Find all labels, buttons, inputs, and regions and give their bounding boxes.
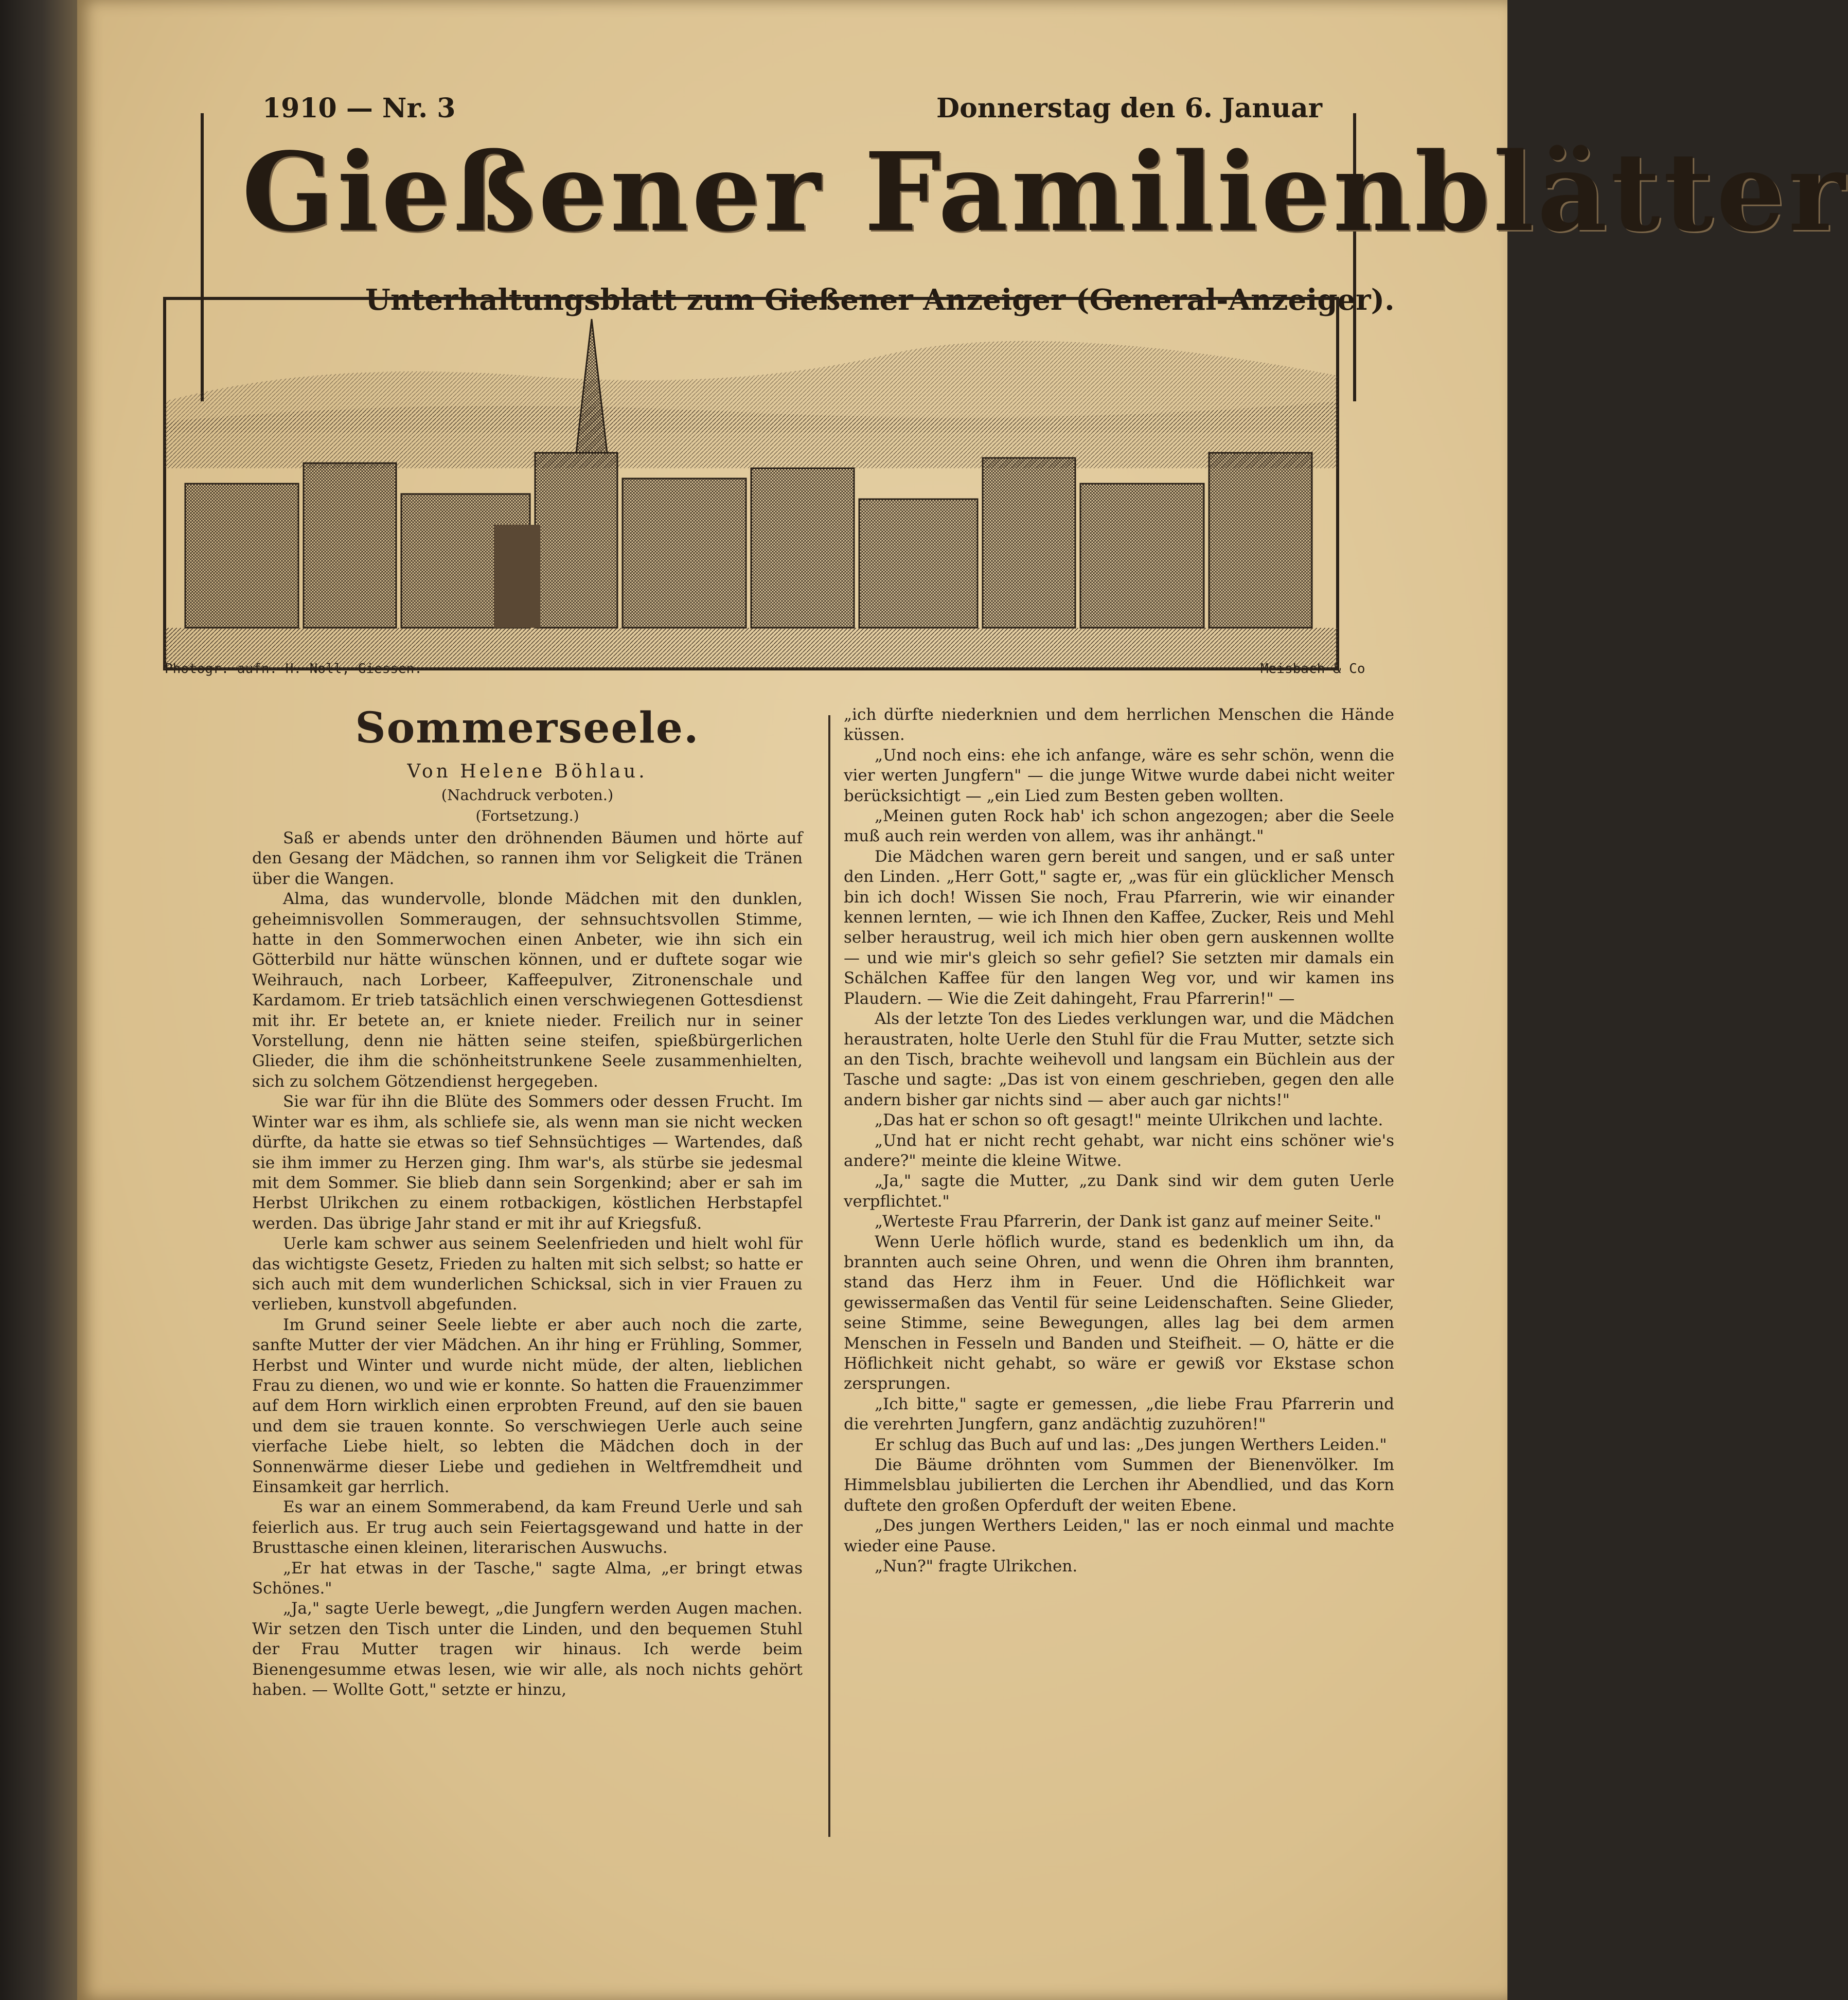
reprint-note: (Nachdruck verboten.) — [441, 786, 614, 804]
engraver-credit: Meisbach & Co — [1260, 661, 1365, 677]
newspaper-page — [77, 0, 1848, 2000]
article-byline: Von Helene Böhlau. — [407, 761, 648, 782]
article-title: Sommerseele. — [355, 703, 700, 753]
paragraph: Uerle kam schwer aus seinem Seelenfrieden und hielt wohl für das wichtigste Gesetz, Frieden zu halten mit sich selbst; so hatte er sich auch mit dem wunderlichen Schicksal, sich in vier Frauen zu verlieben, kunstvoll abgefunden. — [252, 1234, 803, 1314]
paragraph: Als der letzte Ton des Liedes verklungen war, und die Mädchen heraustraten, holte Uerle den Stuhl für die Frau Mutter, setzte sich an den Tisch, brachte weihevoll und langsam ein Büchlein aus der Tasche und sagte: „Das ist von einem geschrieben, gegen den alle andern bisher gar nichts sind — aber auch gar nichts!" — [844, 1010, 1394, 1109]
continuation-note: (Fortsetzung.) — [475, 807, 579, 824]
paragraph: „Er hat etwas in der Tasche," sagte Alma, „er bringt etwas Schönes." — [252, 1559, 803, 1598]
paragraph: „Ja," sagte die Mutter, „zu Dank sind wir dem guten Uerle verpflichtet." — [844, 1172, 1394, 1211]
paragraph: „Und noch eins: ehe ich anfange, wäre es sehr schön, wenn die vier werten Jungfern" — die junge Witwe wurde dabei nicht weiter berücksichtigt — „ein Lied zum Besten geben wollten. — [844, 746, 1394, 805]
paragraph: „Das hat er schon so oft gesagt!" meinte Ulrikchen und lachte. — [875, 1111, 1383, 1130]
paragraph: Die Mädchen waren gern bereit und sangen, und er saß unter den Linden. „Herr Gott," sagte er, „was für ein glücklicher Mensch bin ich doch! Wissen Sie noch, Frau Pfarrerin, wie wir einander kennen lernten, — wie ich Ihnen den Kaffee, Zucker, Reis und Mehl selber heraustrug, weil ich mich hier oben gern auskennen wollte — und wie mir's gleich so sehr gefiel? Sie setzten mir damals ein Schälchen Kaffee für den langen Weg vor, und wir kamen ins Plaudern. — Wie die Zeit dahingeht, Frau Pfarrerin!" — — [844, 847, 1394, 1008]
paragraph: „Des jungen Werthers Leiden," las er noch einmal und machte wieder eine Pause. — [844, 1516, 1394, 1555]
town-engraving — [165, 298, 1338, 669]
paragraph: „Ja," sagte Uerle bewegt, „die Jungfern werden Augen machen. Wir setzen den Tisch unter die Linden, und den bequemen Stuhl der Frau Mutter tragen wir hinaus. Ich werde beim Bienengesumme etwas lesen, wie wir alle, als noch nichts gehört haben. — Wollte Gott," setzte er hinzu, — [252, 1599, 803, 1700]
paragraph: „Werteste Frau Pfarrerin, der Dank ist ganz auf meiner Seite." — [875, 1212, 1381, 1231]
article-column-2 — [844, 705, 1394, 1577]
paragraph: „ich dürfte niederknien und dem herrlichen Menschen die Hände küssen. — [844, 705, 1394, 745]
paragraph: „Nun?" fragte Ulrikchen. — [875, 1557, 1078, 1576]
article-column-1 — [252, 700, 803, 1700]
paragraph: Sie war für ihn die Blüte des Sommers oder dessen Frucht. Im Winter war es ihm, als schliefe sie, als wenn man sie nicht wecken dürfte, da hatte sie etwas so tief Sehnsüchtiges — Wartendes, daß sie ihm immer zu Herzen ging. Ihm war's, als stürbe sie jedesmal mit dem Sommer. Sie blieb dann sein Sorgenkind; aber er sah im Herbst Ulrikchen zu einem rotbackigen, köstlichen Herbstapfel werden. Das übrige Jahr stand er mit ihr auf Kriegsfuß. — [252, 1092, 803, 1233]
newspaper-subtitle: Unterhaltungsblatt zum Gießener Anzeiger (General-Anzeiger). — [365, 283, 1395, 317]
newspaper-title: Gießener Familienblätter — [242, 129, 1848, 256]
paragraph: Im Grund seiner Seele liebte er aber auch noch die zarte, sanfte Mutter der vier Mädchen. An ihr hing er Frühling, Sommer, Herbst und Winter und wurde nicht müde, der alten, lieblichen Frau zu dienen, wo und wie er konnte. So hatten die Frauenzimmer auf dem Horn wirklich einen erprobten Freund, auf den sie bauen und dem sie trauen konnte. So verschwiegen Uerle auch seine vierfache Liebe hielt, so lebten die Mädchen doch in der Sonnenwärme dieser Liebe und gediehen in Weltfremdheit und Einsamkeit gar herrlich. — [252, 1315, 803, 1496]
paragraph: Er schlug das Buch auf und las: „Des jungen Werthers Leiden." — [875, 1435, 1387, 1454]
paragraph: Es war an einem Sommerabend, da kam Freund Uerle und sah feierlich aus. Er trug auch sein Feiertagsgewand und hatte in der Brusttasche einen kleinen, literarischen Auswuchs. — [252, 1498, 803, 1557]
paragraph: „Ich bitte," sagte er gemessen, „die liebe Frau Pfarrerin und die verehrten Jungfern, ganz andächtig zuzuhören!" — [844, 1394, 1394, 1434]
paragraph: Die Bäume dröhnten vom Summen der Bienenvölker. Im Himmelsblau jubilierten die Lerchen ihr Abendlied, und das Korn duftete den großen Opferduft der weiten Ebene. — [844, 1456, 1394, 1515]
column-rule — [828, 715, 830, 1837]
paragraph: „Meinen guten Rock hab' ich schon angezogen; aber die Seele muß auch rein werden von allem, was ihr anhängt." — [844, 807, 1394, 846]
paragraph: „Und hat er nicht recht gehabt, war nicht eins schöner wie's andere?" meinte die kleine Witwe. — [844, 1131, 1394, 1170]
paragraph: Saß er abends unter den dröhnenden Bäumen und hörte auf den Gesang der Mädchen, so rannen ihm vor Seligkeit die Tränen über die Wangen. — [252, 829, 803, 888]
paragraph: Wenn Uerle höflich wurde, stand es bedenklich um ihn, da brannten auch seine Ohren, und wenn die Ohren ihm brannten, stand das Herz ihm in Feuer. Und die Höflichkeit war gewissermaßen das Ventil für seine Leidenschaften. Seine Glieder, seine Stimme, seine Bewegungen, alles lag bei dem armen Menschen in Fesseln und Banden und Steifheit. — O, hätte er die Höflichkeit nicht gehabt, so wäre er gewiß vor Ekstase schon zersprungen. — [844, 1232, 1394, 1393]
paragraph: Alma, das wundervolle, blonde Mädchen mit den dunklen, geheimnisvollen Sommeraugen, der sehnsuchtsvollen Stimme, hatte in den Sommerwochen einen Anbeter, wie ihn sich ein Götterbild nur hätte wünschen können, und er duftete sogar wie Weihrauch, nach Lorbeer, Kaffeepulver, Zitronenschale und Kardamom. Er trieb tatsächlich einen verschwiegenen Gottesdienst mit ihr. Er betete an, er kniete nieder. Freilich nur in seiner Vorstellung, denn nie hätten seine steifen, spießbürgerlichen Glieder, die ihm die schönheitstrunkene Seele zusammenhielten, sich zu solchem Götzendienst hergegeben. — [252, 890, 803, 1091]
issue-number: 1910 — Nr. 3 — [262, 93, 456, 124]
issue-date: Donnerstag den 6. Januar — [936, 93, 1323, 124]
book-binding-edge — [0, 0, 77, 2000]
photo-credit: Photogr. aufn. H. Noll, Giessen. — [165, 661, 422, 677]
